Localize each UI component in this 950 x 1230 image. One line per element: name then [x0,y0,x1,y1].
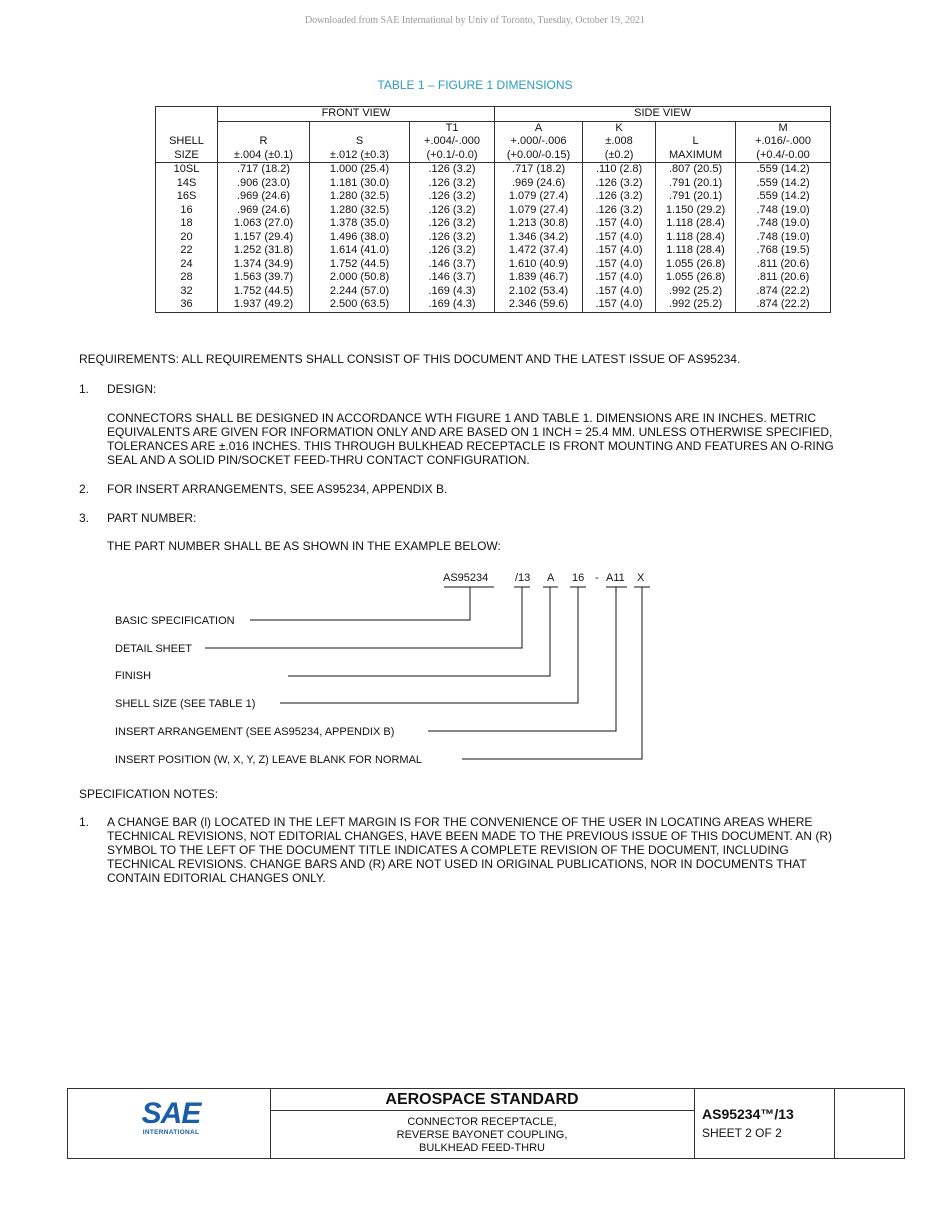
table-cell: 24 [156,258,218,272]
aerospace-standard-heading: AEROSPACE STANDARD [270,1089,694,1111]
table-cell: .157 (4.0) [583,258,656,272]
table-cell: .157 (4.0) [583,231,656,245]
title-block [67,1088,905,1159]
table-cell: 1.157 (29.4) [218,231,310,245]
pn-segment-shell: 16 [572,572,585,584]
table-row [156,177,831,191]
table-cell: .559 (14.2) [736,163,831,177]
header-a: A +.000/-.006 (+0.00/-0.15) [495,121,583,163]
pn-segment-basic: AS95234 [443,572,489,584]
leader-shell [280,587,578,703]
table-row [156,190,831,204]
spec-note-1-body: A CHANGE BAR (l) LOCATED IN THE LEFT MARGIN IS FOR THE CONVENIENCE OF THE USER IN LOCATING AREAS WHERE TECHNICAL REVISIONS, NOT EDITORIAL CHANGES, HAVE BEEN MADE TO THE PREVIOUS ISSUE OF THIS DOCUMENT. AN (R) SYMBOL TO THE LEFT OF THE DOCUMENT TITLE INDICATES A COMPLETE REVISION OF THE DOCUMENT, INCLUDING TECHNICAL REVISIONS. CHANGE BARS AND (R) ARE NOT USED IN ORIGINAL PUBLICATIONS, NOR IN DOCUMENTS THAT CONTAIN EDITORIAL CHANGES ONLY. [107,815,833,885]
section-1-number: 1. [79,382,90,396]
table-cell: .748 (19.0) [736,231,831,245]
table-cell: 1.752 (44.5) [310,258,410,272]
dimensions-table [155,106,831,313]
table-cell: 1.252 (31.8) [218,244,310,258]
header-s: S ±.012 (±0.3) [310,121,410,163]
table-cell: 2.244 (57.0) [310,285,410,299]
header-l: L MAXIMUM [656,121,736,163]
table-cell: 1.280 (32.5) [310,204,410,218]
table-cell: 2.500 (63.5) [310,298,410,312]
table-cell: 1.346 (34.2) [495,231,583,245]
table-title: TABLE 1 – FIGURE 1 DIMENSIONS [377,78,573,92]
requirements-statement: REQUIREMENTS: ALL REQUIREMENTS SHALL CONSIST OF THIS DOCUMENT AND THE LATEST ISSUE OF AS95234. [79,352,741,366]
table-cell: .157 (4.0) [583,298,656,312]
header-r: R ±.004 (±0.1) [218,121,310,163]
table-cell: .768 (19.5) [736,244,831,258]
table-cell: .126 (3.2) [410,204,495,218]
header-shell-size: SHELL SIZE [156,107,218,163]
table-cell: .126 (3.2) [410,163,495,177]
table-cell: .748 (19.0) [736,217,831,231]
table-row [156,217,831,231]
table-cell: 14S [156,177,218,191]
table-cell: 10SL [156,163,218,177]
header-m: M +.016/-.000 (+0.4/-0.00 [736,121,831,163]
table-cell: 1.280 (32.5) [310,190,410,204]
table-cell: .811 (20.6) [736,258,831,272]
document-title: CONNECTOR RECEPTACLE, REVERSE BAYONET COUPLING, BULKHEAD FEED-THRU [396,1116,568,1154]
table-cell: 1.079 (27.4) [495,204,583,218]
table-cell: .126 (3.2) [410,190,495,204]
section-1-title: DESIGN: [107,382,157,396]
table-cell: 1.150 (29.2) [656,204,736,218]
table-cell: 22 [156,244,218,258]
table-cell: 1.839 (46.7) [495,271,583,285]
section-3-text: THE PART NUMBER SHALL BE AS SHOWN IN THE EXAMPLE BELOW: [107,539,501,553]
table-row [156,258,831,272]
table-cell: 2.000 (50.8) [310,271,410,285]
table-cell: 1.063 (27.0) [218,217,310,231]
table-cell: 28 [156,271,218,285]
table-cell: .992 (25.2) [656,298,736,312]
table-cell: 36 [156,298,218,312]
table-cell: 1.374 (34.9) [218,258,310,272]
table-cell: 1.118 (28.4) [656,217,736,231]
table-cell: .126 (3.2) [410,231,495,245]
table-cell: 1.055 (26.8) [656,271,736,285]
leader-position [462,587,642,759]
table-cell: .717 (18.2) [495,163,583,177]
table-cell: 2.346 (59.6) [495,298,583,312]
table-row [156,271,831,285]
table-row [156,244,831,258]
table-cell: .748 (19.0) [736,204,831,218]
section-2-number: 2. [79,482,90,496]
table-cell: .126 (3.2) [410,217,495,231]
label-insert-position: INSERT POSITION (W, X, Y, Z) LEAVE BLANK FOR NORMAL [115,754,423,766]
table-cell: .807 (20.5) [656,163,736,177]
table-cell: .791 (20.1) [656,177,736,191]
table-cell: 18 [156,217,218,231]
header-side-view: SIDE VIEW [495,107,831,122]
table-cell: .126 (3.2) [583,177,656,191]
table-cell: .146 (3.7) [410,258,495,272]
document-number: AS95234™/13 [702,1106,794,1122]
header-t1: T1 +.004/-.000 (+0.1/-0.0) [410,121,495,163]
label-basic-specification: BASIC SPECIFICATION [115,615,235,627]
table-row [156,298,831,312]
table-cell: 1.000 (25.4) [310,163,410,177]
table-cell: 1.752 (44.5) [218,285,310,299]
leader-finish [288,587,550,676]
table-cell: .906 (23.0) [218,177,310,191]
table-cell: 1.118 (28.4) [656,231,736,245]
section-3-number: 3. [79,511,90,525]
table-cell: .146 (3.7) [410,271,495,285]
table-cell: .157 (4.0) [583,271,656,285]
table-cell: .169 (4.3) [410,285,495,299]
table-cell: .874 (22.2) [736,285,831,299]
download-notice: Downloaded from SAE International by Univ of Toronto, Tuesday, October 19, 2021 [304,15,646,26]
table-cell: .992 (25.2) [656,285,736,299]
pn-segment-dash: - [595,572,599,584]
table-cell: .811 (20.6) [736,271,831,285]
table-row [156,204,831,218]
table-cell: 1.213 (30.8) [495,217,583,231]
section-1-body: CONNECTORS SHALL BE DESIGNED IN ACCORDANCE WTH FIGURE 1 AND TABLE 1. DIMENSIONS ARE IN INCHES. METRIC EQUIVALENTS ARE GIVEN FOR INFORMATION ONLY AND ARE BASED ON 1 INCH = 25.4 MM. UNLESS OTHERWISE SPECIFIED, TOLERANCES ARE ±.016 INCHES. THIS THROUGH BULKHEAD RECEPTACLE IS FRONT MOUNTING AND FEATURES AN O-RING SEAL AND A SOLID PIN/SOCKET FEED-THRU CONTACT CONFIGURATION. [107,411,834,467]
doc-number-cell [694,1089,835,1158]
table-row [156,231,831,245]
table-cell: 32 [156,285,218,299]
table-cell: .791 (20.1) [656,190,736,204]
header-front-view: FRONT VIEW [218,107,495,122]
spec-notes-title: SPECIFICATION NOTES: [79,787,219,801]
label-shell-size: SHELL SIZE (SEE TABLE 1) [115,698,256,710]
section-3-title: PART NUMBER: [107,511,197,525]
pn-segment-insert: A11 [606,572,625,584]
sheet-number: SHEET 2 OF 2 [702,1126,782,1140]
section-2-text: FOR INSERT ARRANGEMENTS, SEE AS95234, APPENDIX B. [107,482,448,496]
table-cell: .126 (3.2) [410,177,495,191]
table-cell: .126 (3.2) [583,204,656,218]
table-cell: .559 (14.2) [736,177,831,191]
table-cell: .717 (18.2) [218,163,310,177]
table-cell: .969 (24.6) [218,204,310,218]
table-cell: 1.472 (37.4) [495,244,583,258]
table-cell: 20 [156,231,218,245]
leader-basic [250,587,470,620]
table-cell: 1.378 (35.0) [310,217,410,231]
table-cell: 1.614 (41.0) [310,244,410,258]
pn-segment-position: X [637,572,645,584]
table-cell: 1.496 (38.0) [310,231,410,245]
label-detail-sheet: DETAIL SHEET [115,643,193,655]
spec-note-1-number: 1. [79,815,90,829]
logo-cell [68,1089,271,1158]
table-cell: .157 (4.0) [583,244,656,258]
pn-segment-detail: /13 [515,572,531,584]
table-cell: 1.118 (28.4) [656,244,736,258]
table-cell: .874 (22.2) [736,298,831,312]
sae-logo: SAE INTERNATIONAL [141,1097,201,1136]
table-cell: 1.079 (27.4) [495,190,583,204]
table-cell: 1.563 (39.7) [218,271,310,285]
table-cell: .157 (4.0) [583,217,656,231]
table-row [156,163,831,177]
label-insert-arrangement: INSERT ARRANGEMENT (SEE AS95234, APPENDIX B) [115,726,395,738]
table-cell: .969 (24.6) [218,190,310,204]
table-cell: 1.055 (26.8) [656,258,736,272]
table-cell: 1.181 (30.0) [310,177,410,191]
table-cell: .559 (14.2) [736,190,831,204]
table-cell: .169 (4.3) [410,298,495,312]
title-cell [270,1089,695,1158]
label-finish: FINISH [115,670,152,682]
table-cell: .969 (24.6) [495,177,583,191]
pn-segment-finish: A [547,572,555,584]
header-k: K ±.008 (±0.2) [583,121,656,163]
part-number-diagram [110,565,670,770]
table-row [156,285,831,299]
table-cell: .126 (3.2) [583,190,656,204]
table-cell: .110 (2.8) [583,163,656,177]
table-cell: 1.610 (40.9) [495,258,583,272]
table-cell: 1.937 (49.2) [218,298,310,312]
table-cell: 2.102 (53.4) [495,285,583,299]
table-cell: .157 (4.0) [583,285,656,299]
leader-detail [205,587,522,648]
table-cell: 16S [156,190,218,204]
table-cell: .126 (3.2) [410,244,495,258]
table-cell: 16 [156,204,218,218]
